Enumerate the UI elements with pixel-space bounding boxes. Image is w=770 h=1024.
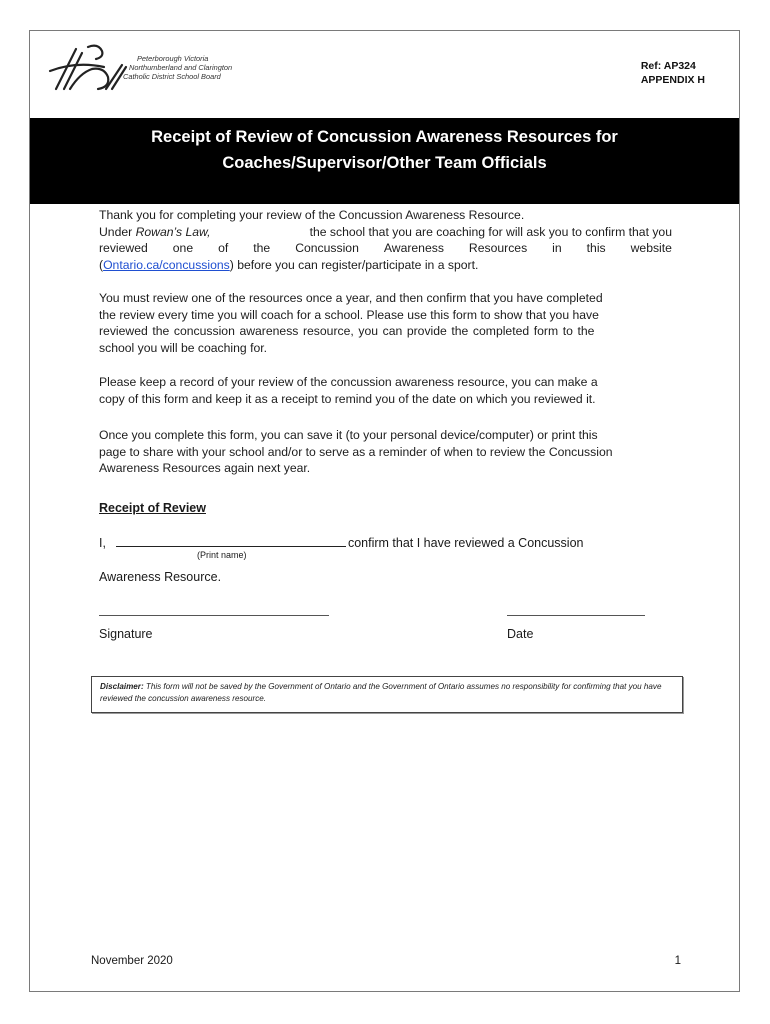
date-label: Date: [507, 627, 534, 641]
title-banner: [30, 118, 739, 204]
awareness-resource-text: Awareness Resource.: [99, 570, 222, 584]
appendix-label: APPENDIX H: [640, 74, 705, 86]
print-name-field[interactable]: [116, 534, 346, 547]
disclaimer-text: This form will not be saved by the Government of Ontario and the Government of Ontario assumes no responsibility for confirming that you have reviewed the concussion awareness resource.: [100, 682, 662, 703]
i-label: I,: [99, 536, 106, 550]
title-line-1: Receipt of Review of Concussion Awareness Resources for: [151, 128, 618, 146]
confirm-text: confirm that I have reviewed a Concussion: [347, 536, 584, 550]
confirm-row: [99, 534, 584, 550]
print-name-label: (Print name): [197, 550, 247, 560]
save-print-paragraph: Once you complete this form, you can save it (to your personal device/computer) or print this page to share with your school and/or to serve as a reminder of when to review the Concussion Awareness Resources again next year.: [99, 428, 613, 475]
school-board-name: Peterborough Victoria Northumberland and Clarington Catholic District School Board: [123, 54, 233, 81]
signature-field[interactable]: [99, 615, 329, 616]
signature-label: Signature: [99, 627, 153, 641]
disclaimer-box: [91, 676, 683, 713]
record-keeping-paragraph: Please keep a record of your review of the concussion awareness resource, you can make a copy of this form and keep it as a receipt to remind you of the date on which you reviewed it.: [99, 375, 598, 406]
ref-number: Ref: AP324: [640, 60, 696, 72]
intro-line-2: Under Rowan’s Law, the school that you are coaching for will ask you to confirm that you: [99, 224, 672, 239]
footer-date: November 2020: [91, 955, 173, 967]
intro-line-1: Thank you for completing your review of the Concussion Awareness Resource.: [99, 208, 525, 222]
intro-line-4: (Ontario.ca/concussions) before you can register/participate in a sport.: [99, 257, 479, 272]
receipt-heading: Receipt of Review: [99, 501, 206, 515]
date-field[interactable]: [507, 615, 645, 616]
disclaimer-label: Disclaimer:: [100, 682, 144, 691]
form-page: [29, 30, 740, 992]
ontario-concussions-link[interactable]: Ontario.ca/concussions: [103, 257, 230, 272]
intro-paragraph: [99, 207, 672, 273]
page-number: 1: [674, 955, 681, 967]
intro-line-3: reviewed one of the Concussion Awareness Resources in this website: [99, 241, 672, 255]
title-line-2: Coaches/Supervisor/Other Team Officials: [222, 154, 547, 172]
reference-block: [641, 59, 705, 87]
review-requirement-paragraph: You must review one of the resources once a year, and then confirm that you have completed the review every time you will coach for a school. Please use this form to show that you have reviewed the concussion awareness resource, you can provide the completed form to the school you will be coaching for.: [99, 291, 603, 355]
rowans-law: Rowan’s Law,: [135, 224, 211, 239]
